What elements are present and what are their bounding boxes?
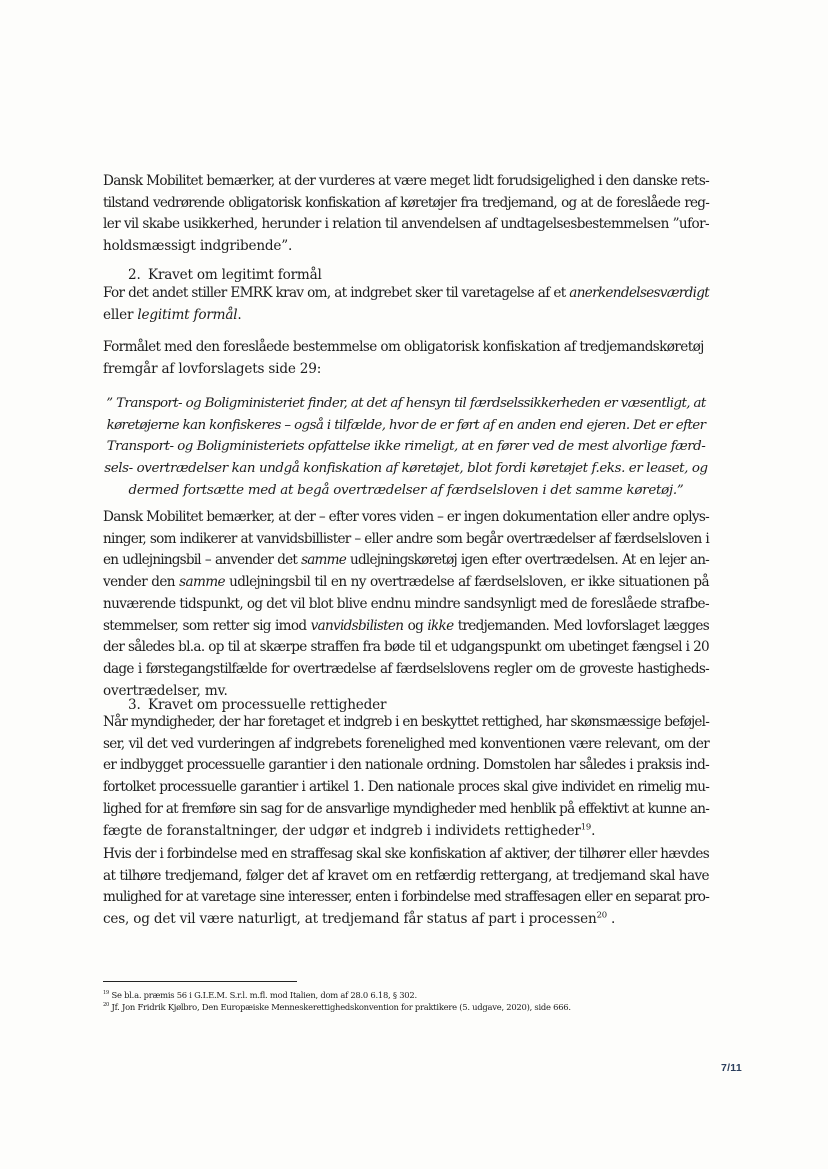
paragraph-procedural-guarantees — [103, 712, 709, 842]
section-number: 3. — [128, 697, 141, 713]
paragraph-legitimate-purpose — [103, 283, 709, 326]
text-fragment: . — [237, 306, 242, 323]
footnote-reference[interactable]: 20 — [596, 909, 607, 920]
text-fragment: udlejningsbil til en ny overtrædelse af færdselsloven, er ikke situationen på — [224, 574, 709, 591]
bill-quotation — [103, 393, 709, 502]
paragraph-predictability — [103, 171, 709, 258]
text-line: overtrædelser, mv. — [103, 682, 228, 699]
text-line: lighed for at fremføre sin sag for de ansvarlige myndigheder med henblik på effektivt at kunne an- — [103, 800, 709, 817]
section-title: Kravet om processuelle rettigheder — [148, 697, 387, 713]
text-fragment: . — [591, 822, 596, 839]
page-number: 7/11 — [720, 1062, 742, 1074]
paragraph-rental-cars — [103, 507, 709, 702]
emphasis-text: anerkendelsesværdigt — [569, 285, 709, 301]
quote-line: køretøjerne kan konfiskeres – også i tilfælde, hvor de er ført af en anden end ejeren. Det er efter — [106, 417, 706, 433]
text-fragment: eller — [103, 306, 138, 323]
text-line: er indbygget processuelle garantier i den nationale ordning. Domstolen har således i praksis ind- — [103, 757, 709, 774]
text-fragment: stemmelser, som retter sig imod — [103, 617, 311, 634]
text-fragment: . — [606, 911, 616, 928]
emphasis-text: ikke — [427, 617, 454, 634]
text-fragment: og — [403, 617, 428, 634]
text-line: fremgår af lovforslagets side 29: — [103, 360, 322, 377]
text-line: at tilhøre tredjemand, følger det af kravet om en retfærdig rettergang, at tredjemand skal have — [103, 867, 709, 884]
text-line: tilstand vedrørende obligatorisk konfiskation af køretøjer fra tredjemand, og at de foreslåede reg- — [103, 194, 709, 211]
quote-line: Transport- og Boligministeriets opfattelse ikke rimeligt, at en fører ved de mest alvorlige færd- — [106, 439, 706, 455]
quote-line: ” Transport- og Boligministeriet finder, at det af hensyn til færdselssikkerheden er væsentligt, at — [106, 396, 706, 411]
text-line: mulighed for at varetage sine interesser, enten i forbindelse med straffesagen eller en separat pro- — [103, 889, 709, 906]
text-line — [103, 821, 709, 843]
text-line: Hvis der i forbindelse med en straffesag skal ske konfiskation af aktiver, der tilhører eller hævdes — [103, 846, 709, 862]
text-line: Dansk Mobilitet bemærker, at der vurderes at være meget lidt forudsigelighed i den danske rets- — [103, 173, 709, 189]
text-line — [103, 572, 709, 594]
quote-line: sels- overtrædelser kan undgå konfiskation af køretøjet, blot fordi køretøjet f.eks. er leaset, og — [104, 461, 708, 477]
text-line — [103, 909, 709, 931]
text-fragment: udlejningskøretøj igen efter overtrædelsen. At en lejer an- — [345, 552, 709, 569]
footnote-reference[interactable]: 19 — [580, 820, 592, 831]
text-fragment: tredjemanden. Med lovforslaget lægges — [453, 617, 709, 634]
text-line: Når myndigheder, der har foretaget et indgreb i en beskyttet rettighed, har skønsmæssige beføjel- — [103, 714, 709, 730]
paragraph-third-party-rights — [103, 844, 709, 931]
footnote-number: 20 — [103, 1002, 110, 1009]
text-line: holdsmæssigt indgribende”. — [103, 238, 293, 255]
paragraph-purpose-intro — [103, 337, 709, 380]
text-line: fortolket processuelle garantier i artikel 1. Den nationale proces skal give individet en rimelig mu- — [103, 779, 709, 796]
text-fragment: fægte de foranstaltninger, der udgør et indgreb i individets rettigheder — [103, 822, 581, 839]
emphasis-text: samme — [179, 574, 225, 591]
text-line — [103, 283, 709, 305]
text-line: Dansk Mobilitet bemærker, at der – efter vores viden – er ingen dokumentation eller andre oplys- — [103, 509, 709, 525]
text-line — [103, 616, 709, 638]
text-line — [103, 550, 709, 572]
footnote-20 — [103, 1001, 571, 1013]
emphasis-text: samme — [301, 552, 346, 569]
footnote-divider — [103, 981, 297, 982]
text-fragment: ces, og det vil være naturligt, at tredjemand får status af part i processen — [103, 911, 597, 928]
footnote-19 — [103, 989, 417, 1001]
text-fragment: For det andet stiller EMRK krav om, at indgrebet sker til varetagelse af et — [103, 285, 570, 301]
text-line: ninger, som indikerer at vanvidsbillister – eller andre som begår overtrædelser af færdselsloven i — [103, 530, 709, 547]
footnote-number: 19 — [103, 990, 110, 997]
text-line — [103, 305, 709, 327]
text-line: ler vil skabe usikkerhed, herunder i relation til anvendelsen af undtagelsesbestemmelsen ”ufor- — [103, 216, 709, 233]
section-number: 2. — [128, 267, 141, 283]
footnote-text: Se bl.a. præmis 56 i G.I.E.M. S.r.l. m.fl. mod Italien, dom af 28.0 6.18, § 302. — [109, 990, 417, 1000]
emphasis-text: vanvidsbilisten — [310, 617, 404, 634]
section-heading-legitimate-purpose — [128, 265, 322, 285]
text-line: dage i førstegangstilfælde for overtrædelse af færdselslovens regler om de groveste hastigheds- — [103, 660, 709, 677]
footnote-text: Jf. Jon Fridrik Kjølbro, Den Europæiske Menneskerettighedskonvention for praktikere (5. udgave, 2020), side 666. — [109, 1002, 571, 1012]
quote-line: dermed fortsætte med at begå overtrædelser af færdselsloven i det samme køretøj.” — [128, 482, 684, 498]
text-fragment: vender den — [103, 574, 180, 591]
text-line: ser, vil det ved vurderingen af indgrebets forenelighed med konventionen være relevant, om der — [103, 735, 709, 752]
text-fragment: en udlejningsbil – anvender det — [103, 552, 302, 569]
emphasis-text: legitimt formål — [137, 306, 238, 323]
section-title: Kravet om legitimt formål — [148, 267, 322, 283]
text-line: der således bl.a. op til at skærpe straffen fra bøde til et udgangspunkt om ubetinget fængsel i 20 — [103, 639, 709, 656]
text-line: nuværende tidspunkt, og det vil blot blive endnu mindre sandsynligt med de foreslåede strafbe- — [103, 595, 709, 612]
text-line: Formålet med den foreslåede bestemmelse om obligatorisk konfiskation af tredjemandskøretøj — [103, 339, 704, 355]
